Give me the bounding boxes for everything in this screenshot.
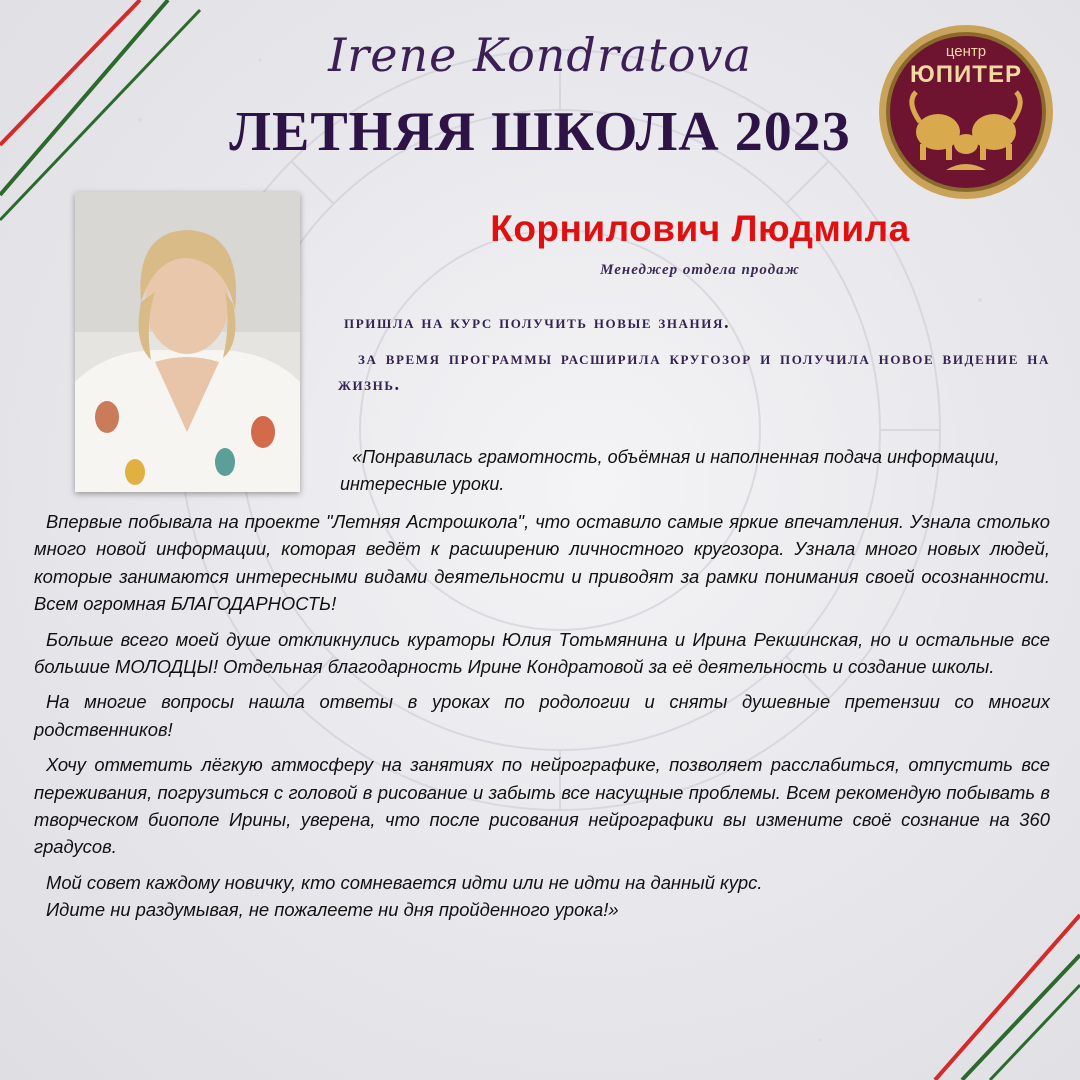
testimonial-lead: «Понравилась грамотность, объёмная и наполненная подача информации, интересные уроки. — [340, 447, 1000, 494]
testimonial-paragraph-4: Хочу отметить лёгкую атмосферу на занятиях по нейрографике, позволяет расслабиться, отпустить все переживания, погрузиться с головой в рисование и забыть все насущные проблемы. Всем рекомендую побывать в творческом биополе Ирины, уверена, что после рисования нейрографики вы измените своё сознание на 360 градусов. — [34, 754, 1050, 858]
intro-line-1: пришла на курс получить новые знания. — [344, 313, 731, 333]
page-title: ЛЕТНЯЯ ШКОЛА 2023 — [229, 101, 851, 163]
testimonial-paragraph-2: Больше всего моей душе откликнулись кураторы Юлия Тотьмянина и Ирина Рекшинская, но и остальные все большие МОЛОДЦЫ! Отдельная благодарность Ирине Кондратовой за её деятельность и создание школы. — [34, 628, 1050, 678]
person-role: Менеджер отдела продаж — [600, 262, 800, 278]
portrait-photo — [75, 192, 300, 492]
person-name: Корнилович Людмила — [490, 208, 910, 249]
jupiter-center-logo — [876, 22, 1056, 202]
brand-script-title: Irene Kondratova — [328, 28, 752, 82]
logo-main-text: ЮПИТЕР — [910, 61, 1022, 88]
testimonial-paragraph-1: Впервые побывала на проекте "Летняя Астрошкола", что оставило самые яркие впечатления. Узнала столько много новой информации, которая ведёт к расширению личностного кругозора. Узнала много новых людей, которые занимаются интересными видами деятельности и приводят за рамки понимания своей осознанности. Всем огромная БЛАГОДАРНОСТЬ! — [34, 511, 1050, 615]
testimonial-paragraph-5a: Мой совет каждому новичку, кто сомневается идти или не идти на данный курс. — [46, 871, 763, 893]
logo-top-text: центр — [945, 43, 987, 60]
testimonial-body — [34, 508, 1050, 932]
testimonial-paragraph-3: На многие вопросы нашла ответы в уроках по родологии и сняты душевные претензии со многих родственников! — [34, 691, 1050, 740]
intro-line-2: за время программы расширила кругозор и получила новое видение на жизнь. — [338, 349, 1050, 395]
testimonial-paragraph-5b: Идите ни раздумывая, не пожалеете ни дня пройденного урока!» — [46, 899, 619, 921]
